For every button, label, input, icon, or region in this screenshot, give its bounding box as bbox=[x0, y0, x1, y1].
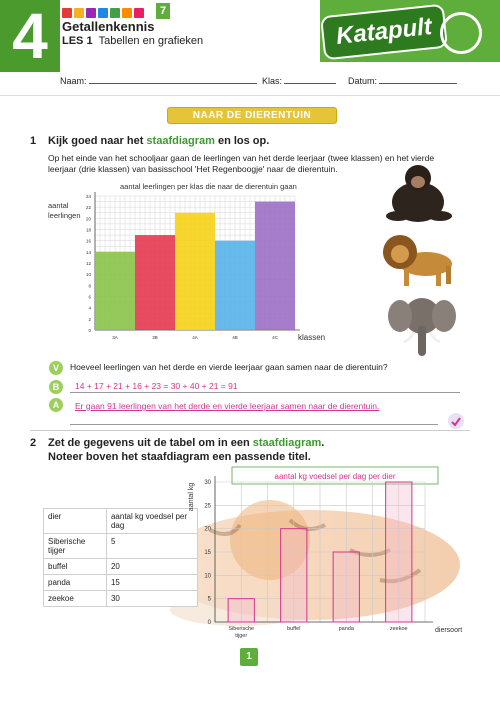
bewerking-badge: B bbox=[49, 380, 63, 394]
bar bbox=[175, 213, 215, 330]
chart-2-xlabel: diersoort bbox=[435, 627, 463, 634]
chart-1-title: aantal leerlingen per klas die naar de dierentuin gaan bbox=[120, 182, 297, 191]
table-cell: 30 bbox=[106, 591, 197, 607]
y-tick-label: 24 bbox=[85, 194, 91, 199]
x-tick-label: tijger bbox=[235, 633, 248, 639]
table-cell: zeekoe bbox=[44, 591, 107, 607]
x-tick-label: Siberische bbox=[228, 626, 255, 632]
bar bbox=[228, 599, 254, 622]
y-tick-label: 12 bbox=[85, 261, 91, 266]
question-2-title-line1 bbox=[48, 437, 324, 449]
vraag-badge: V bbox=[49, 361, 63, 375]
question-2-number: 2 bbox=[30, 437, 37, 449]
y-tick-label: 22 bbox=[85, 205, 91, 211]
y-tick-label: 0 bbox=[207, 620, 211, 626]
y-tick-label: 20 bbox=[85, 216, 91, 222]
bar bbox=[215, 241, 255, 330]
y-tick-label: 0 bbox=[88, 328, 91, 333]
table-cell: panda bbox=[44, 575, 107, 591]
color-square bbox=[134, 8, 144, 18]
answer-line bbox=[70, 424, 438, 425]
section-banner: NAAR DE DIERENTUIN bbox=[168, 108, 336, 123]
chart-2-ylabel: aantal kg bbox=[188, 482, 195, 512]
chimpanzee-photo bbox=[380, 160, 460, 225]
y-tick-label: 4 bbox=[88, 305, 91, 311]
y-tick-label: 15 bbox=[204, 550, 211, 556]
y-tick-label: 30 bbox=[204, 480, 211, 486]
bar bbox=[95, 252, 135, 330]
color-square bbox=[86, 8, 96, 18]
y-tick-label: 20 bbox=[204, 526, 211, 533]
antwoord-badge: A bbox=[49, 398, 63, 412]
y-tick-label: 18 bbox=[85, 227, 91, 233]
question-1-title bbox=[48, 135, 269, 147]
class-label: Klas: bbox=[262, 76, 283, 86]
x-tick-label: 4C bbox=[272, 335, 278, 340]
answer-line bbox=[70, 392, 460, 393]
calculation-answer[interactable]: 14 + 17 + 21 + 16 + 23 = 30 + 40 + 21 = 91 bbox=[75, 381, 238, 391]
name-field[interactable] bbox=[60, 75, 257, 86]
lesson-title: Tabellen en grafieken bbox=[98, 35, 204, 47]
chart-1-xlabel: klassen bbox=[298, 333, 326, 342]
y-tick-label: 6 bbox=[88, 294, 91, 300]
page-number: 1 bbox=[240, 648, 258, 666]
date-label: Datum: bbox=[348, 76, 378, 86]
table-cell: 15 bbox=[106, 575, 197, 591]
color-squares bbox=[62, 5, 146, 15]
chart-1-yticks bbox=[86, 194, 92, 333]
logo-scribble-icon bbox=[440, 12, 482, 54]
chart-1-ylabel-line1: aantal bbox=[48, 201, 69, 210]
question-1-intro: Op het einde van het schooljaar gaan de leerlingen van het derde leerjaar (twee klassen) en het vierde leerjaar (drie klassen) van basisschool 'Het Regenboogje' naar de dierentuin. bbox=[48, 153, 435, 174]
x-tick-label: 3B bbox=[152, 335, 158, 340]
y-tick-label: 10 bbox=[204, 573, 211, 580]
table-cell: 20 bbox=[106, 559, 197, 575]
elephant-photo bbox=[384, 292, 460, 360]
y-tick-label: 5 bbox=[207, 596, 211, 603]
name-label: Naam: bbox=[60, 76, 87, 86]
lesson-title-line bbox=[62, 35, 203, 47]
question-1-number: 1 bbox=[30, 135, 37, 147]
x-tick-label: panda bbox=[338, 626, 354, 632]
bar bbox=[333, 552, 359, 622]
y-tick-label: 2 bbox=[88, 316, 91, 322]
table-row bbox=[44, 575, 198, 591]
table-header-kg: aantal kg voedsel per dag bbox=[106, 509, 197, 534]
question-1-prompt: Hoeveel leerlingen van het derde en vierde leerjaar gaan samen naar de dierentuin? bbox=[70, 362, 388, 372]
color-square bbox=[98, 8, 108, 18]
check-icon bbox=[448, 413, 464, 429]
y-tick-label: 16 bbox=[85, 238, 91, 244]
x-tick-label: zeekoe bbox=[389, 626, 408, 632]
date-field[interactable] bbox=[348, 75, 457, 86]
lion-photo bbox=[378, 226, 460, 290]
q2-title-keyword: staafdiagram bbox=[252, 437, 322, 449]
table-row bbox=[44, 559, 198, 575]
y-tick-label: 14 bbox=[85, 249, 91, 255]
x-tick-label: 4B bbox=[232, 335, 238, 340]
x-tick-label: 3A bbox=[112, 335, 118, 340]
food-table bbox=[43, 508, 198, 607]
color-square bbox=[62, 8, 72, 18]
divider bbox=[30, 430, 470, 431]
y-tick-label: 25 bbox=[204, 503, 211, 510]
chart-2-yticks bbox=[204, 480, 211, 626]
bar-chart-food bbox=[180, 462, 495, 642]
written-answer[interactable]: Er gaan 91 leerlingen van het derde en vierde leerjaar samen naar de dierentuin. bbox=[75, 401, 380, 411]
bar bbox=[386, 482, 412, 622]
table-row bbox=[44, 534, 198, 559]
q2-title-text: Zet de gegevens uit de tabel om in een bbox=[48, 437, 253, 449]
table-cell: 5 bbox=[106, 534, 197, 559]
lesson-badge: 7 bbox=[156, 3, 170, 19]
q1-title-end: en los op. bbox=[214, 135, 270, 147]
table-cell: buffel bbox=[44, 559, 107, 575]
table-cell: Siberische tijger bbox=[44, 534, 107, 559]
q2-title-end: . bbox=[321, 437, 325, 449]
class-field[interactable] bbox=[262, 75, 336, 86]
bar-chart-students bbox=[30, 178, 360, 348]
y-tick-label: 10 bbox=[85, 272, 91, 278]
katapult-logo: Katapult bbox=[320, 4, 448, 61]
subject-title: Getallenkennis bbox=[62, 19, 155, 34]
color-square bbox=[74, 8, 84, 18]
table-row bbox=[44, 591, 198, 607]
unit-number: 4 bbox=[0, 0, 60, 72]
table-header-animal: dier bbox=[44, 509, 107, 534]
bar bbox=[135, 235, 175, 330]
color-square bbox=[110, 8, 120, 18]
lesson-code: LES 1 bbox=[62, 35, 93, 47]
q1-title-keyword: staafdiagram bbox=[146, 135, 215, 147]
q1-title-text: Kijk goed naar het bbox=[48, 135, 147, 147]
chart-2-title: aantal kg voedsel per dag per dier bbox=[274, 472, 396, 481]
bar bbox=[281, 529, 307, 622]
table-header-row bbox=[44, 509, 198, 534]
color-square bbox=[122, 8, 132, 18]
chart-2-xticks bbox=[228, 626, 407, 639]
question-2-title-line2: Noteer boven het staafdiagram een passende titel. bbox=[48, 451, 311, 463]
chart-1-xticks bbox=[112, 335, 278, 340]
y-tick-label: 8 bbox=[88, 283, 91, 289]
x-tick-label: buffel bbox=[287, 626, 301, 632]
x-tick-label: 4A bbox=[192, 335, 198, 340]
chart-1-ylabel-line2: leerlingen bbox=[48, 211, 81, 220]
bar bbox=[255, 202, 295, 330]
divider bbox=[0, 95, 500, 96]
